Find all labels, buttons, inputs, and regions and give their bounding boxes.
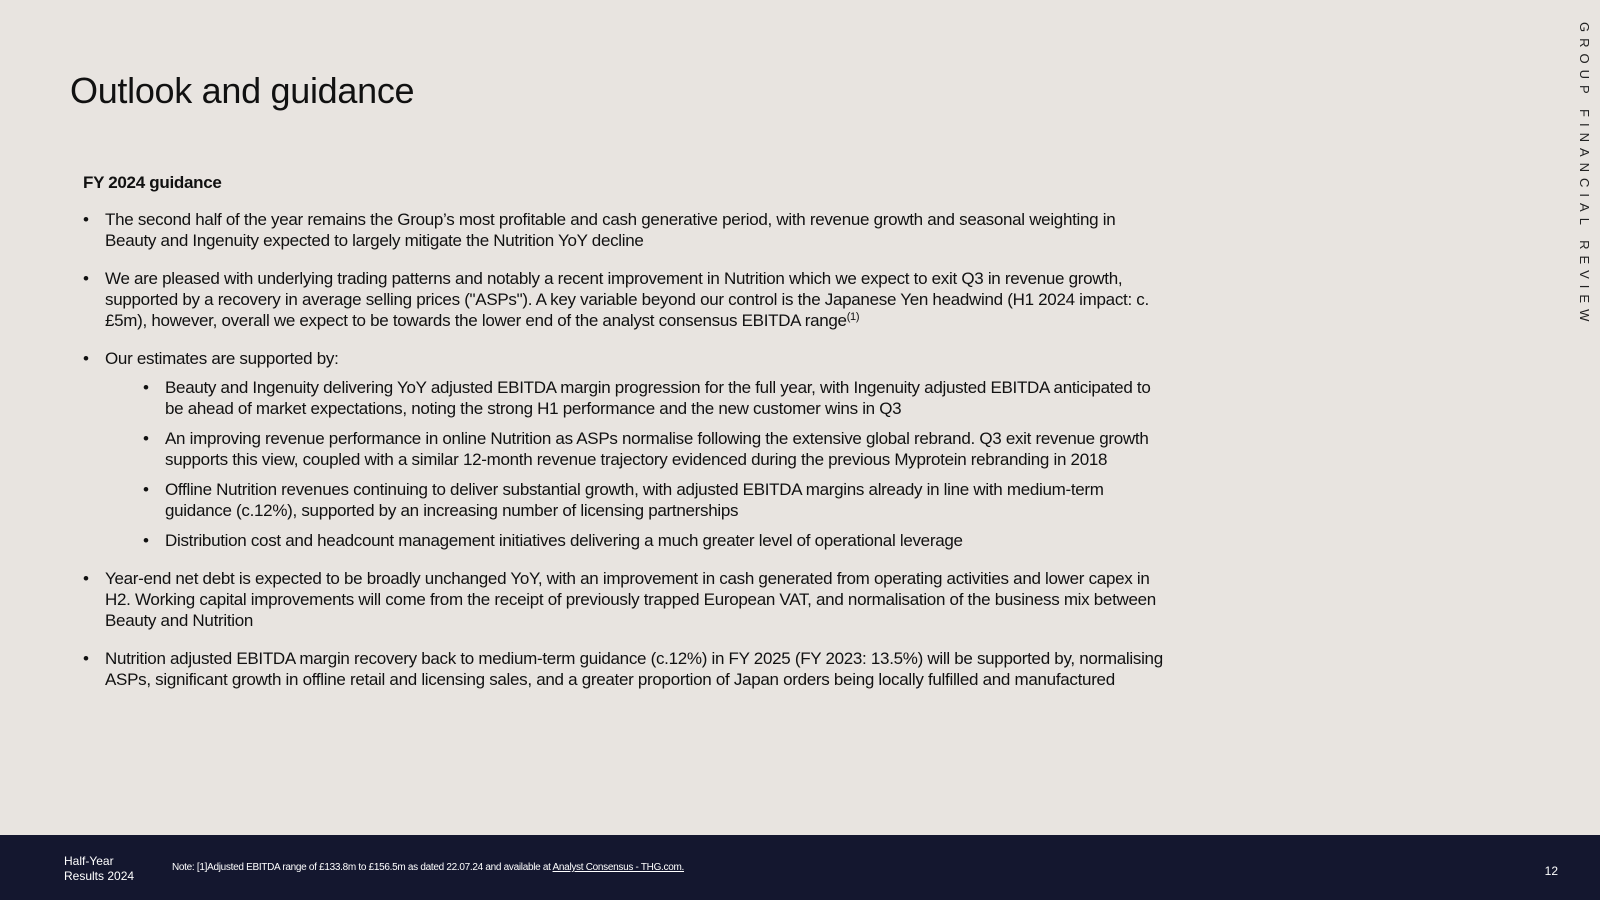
sub-list-item: • Beauty and Ingenuity delivering YoY adjusted EBITDA margin progression for the full year, with Ingenuity adjusted EBITDA anticipated to be ahead of market expectations, noting the strong H1 performance and the new customer wins in Q3 [143, 377, 1163, 419]
list-item [83, 348, 1163, 551]
list-item [83, 568, 1163, 631]
footer-brand: Half-Year Results 2024 [64, 854, 135, 883]
guidance-content [83, 172, 1163, 707]
list-item [83, 268, 1163, 331]
footer-note [172, 862, 684, 873]
footer-bar [0, 835, 1600, 900]
section-heading: FY 2024 guidance [83, 173, 222, 192]
guidance-list [83, 209, 1163, 690]
sub-list-item: • Offline Nutrition revenues continuing to deliver substantial growth, with adjusted EBITDA margins already in line with medium-term guidance (c.12%), supported by an increasing number of licensing partnerships [143, 479, 1163, 521]
footnote-reference: (1) [846, 311, 860, 323]
list-item-text: The second half of the year remains the Group’s most profitable and cash generative period, with revenue growth and seasonal weighting in Beauty and Ingenuity expected to largely mitigate the Nutrition YoY decline [105, 210, 1116, 250]
list-item [83, 648, 1163, 690]
page-number: 12 [1544, 864, 1558, 878]
page-title: Outlook and guidance [70, 70, 415, 111]
analyst-consensus-link[interactable]: Analyst Consensus - THG.com. [552, 862, 685, 873]
list-item-text: Year-end net debt is expected to be broadly unchanged YoY, with an improvement in cash generated from operating activities and lower capex in H2. Working capital improvements will come from the receipt of previously trapped European VAT, and normalisation of the business mix between Beauty and Nutrition [105, 569, 1156, 630]
section-side-label: GROUP FINANCIAL REVIEW [1577, 22, 1592, 328]
list-item [83, 209, 1163, 251]
sub-list-item: • Distribution cost and headcount management initiatives delivering a much greater level of operational leverage [143, 530, 1163, 551]
footer-note-text: Note: [1]Adjusted EBITDA range of £133.8m to £156.5m as dated 22.07.24 and available at [172, 862, 553, 873]
list-item-text: Our estimates are supported by: [105, 349, 339, 368]
sub-list-item: • An improving revenue performance in online Nutrition as ASPs normalise following the extensive global rebrand. Q3 exit revenue growth supports this view, coupled with a similar 12-month revenue trajectory evidenced during the previous Myprotein rebranding in 2018 [143, 428, 1163, 470]
list-item-text: Nutrition adjusted EBITDA margin recovery back to medium-term guidance (c.12%) in FY 2025 (FY 2023: 13.5%) will be supported by, normalising ASPs, significant growth in offline retail and licensing sales, and a greater proportion of Japan orders being locally fulfilled and manufactured [105, 649, 1163, 689]
sub-list [143, 377, 1163, 551]
list-item-text: We are pleased with underlying trading patterns and notably a recent improvement in Nutrition which we expect to exit Q3 in revenue growth, supported by a recovery in average selling prices ("ASPs"). A key variable beyond our control is the Japanese Yen headwind (H1 2024 impact: c.£5m), however, overall we expect to be towards the lower end of the analyst consensus EBITDA range [105, 269, 1149, 330]
